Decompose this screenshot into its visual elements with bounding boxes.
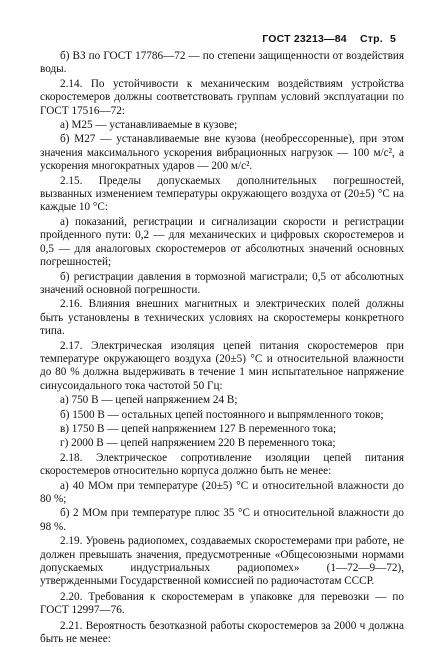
- clause-paragraph: а) показаний, регистрации и сигнализации скорости и регистрации пройденного пути: 0,2 — для механических и цифровых скоростемеров и 0,5 — для аналоговых скоростемеров от абсолютных значений основных погрешностей;: [40, 215, 404, 269]
- clause-paragraph: 2.21. Вероятность безотказной работы скоростемеров за 2000 ч должна быть не менее:: [40, 619, 404, 646]
- clause-paragraph: 2.19. Уровень радиопомех, создаваемых скоростемерами при работе, не должен превышать значения, предусмотренные «Общесоюзными нормами допускаемых индустриальных радиопомех» (1—72—9—72), утвержденными Государственной комиссией по радиочастотам СССР.: [40, 535, 404, 588]
- clause-paragraph: а) 40 МОм при температуре (20±5) °С и относительной влажности до 80 %;: [40, 479, 404, 505]
- clause-paragraph: 2.16. Влияния внешних магнитных и электрических полей должны быть установлены в технических условиях на скоростемеры конкретного типа.: [40, 298, 404, 338]
- clause-paragraph: 2.17. Электрическая изоляция цепей питания скоростемеров при температуре окружающего воздуха (20±5) °С и относительной влажности до 80 % должна выдерживать в течение 1 мин испытательное напряжение синусоидального тока частотой 50 Гц:: [40, 339, 404, 392]
- clause-paragraph: б) М27 — устанавливаемые вне кузова (необрессоренные), при этом значения максимального ускорения вибрационных нагрузок — 100 м/с², а ускорения многократных ударов — 200 м/с².: [40, 133, 404, 173]
- clause-paragraph: б) ВЗ по ГОСТ 17786—72 — по степени защищенности от воздействия воды.: [40, 50, 404, 76]
- page-label: Стр.: [359, 33, 383, 45]
- clause-paragraph: а) М25 — устанавливаемые в кузове;: [60, 119, 238, 132]
- document-body: [40, 50, 404, 647]
- standard-number: ГОСТ 23213—84: [262, 33, 347, 45]
- clause-paragraph: а) 750 В — цепей напряжением 24 В;: [60, 394, 238, 407]
- clause-paragraph: 2.14. По устойчивости к механическим воздействиям устройства скоростемеров должны соответствовать группам условий эксплуатации по ГОСТ 17516—72:: [40, 77, 404, 117]
- page-number: 5: [389, 33, 396, 45]
- clause-paragraph: 2.20. Требования к скоростемерам в упаковке для перевозки — по ГОСТ 12997—76.: [40, 590, 404, 617]
- clause-paragraph: б) регистрации давления в тормозной магистрали; 0,5 от абсолютных значений основной погрешности.: [40, 270, 404, 296]
- clause-paragraph: 2.15. Пределы допускаемых дополнительных погрешностей, вызванных изменением температуры окружающего воздуха от (20±5) °С на каждые 10 °С:: [40, 174, 404, 214]
- clause-paragraph: б) 1500 В — остальных цепей постоянного и выпрямленного токов;: [60, 408, 384, 421]
- clause-paragraph: г) 2000 В — цепей напряжением 220 В переменного тока;: [60, 437, 336, 450]
- clause-paragraph: в) 1750 В — цепей напряжением 127 В переменного тока;: [60, 422, 337, 435]
- clause-paragraph: б) 2 МОм при температуре плюс 35 °С и относительной влажности до 98 %.: [40, 507, 404, 533]
- clause-paragraph: 2.18. Электрическое сопротивление изоляции цепей питания скоростемеров относительно корпуса должно быть не менее:: [40, 451, 404, 478]
- page-header: [0, 33, 396, 45]
